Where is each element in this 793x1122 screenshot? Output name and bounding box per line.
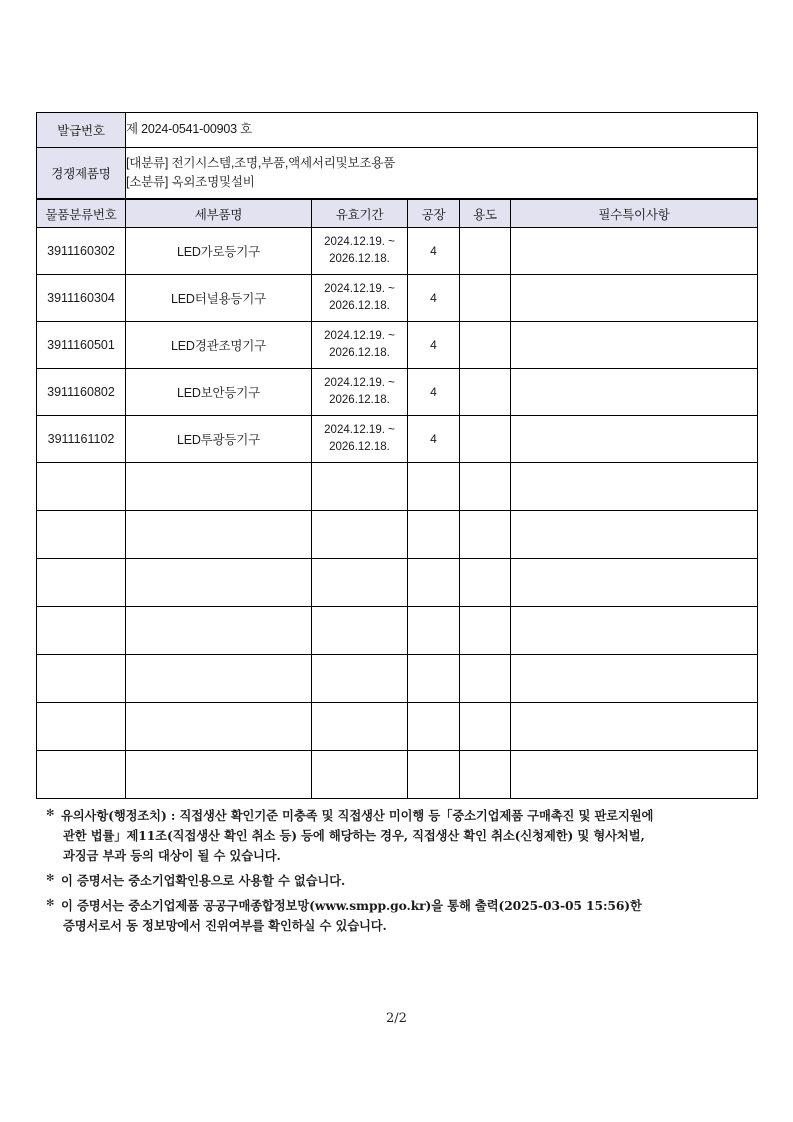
cell-empty [460,463,511,511]
certificate-table-container [36,112,757,799]
period-end: 2026.12.18. [329,394,390,406]
footnote-line: 증명서로서 동 정보망에서 진위여부를 확인하실 수 있습니다. [63,917,387,933]
cell-name: LED가로등기구 [126,228,312,275]
cell-empty [37,607,126,655]
bullet-icon: ✻ [46,872,55,884]
cell-empty [408,751,460,799]
cell-period [312,275,408,322]
cell-note [511,275,758,322]
table-row-empty [37,703,758,751]
cell-empty [37,511,126,559]
certificate-table [36,112,758,799]
cell-empty [312,463,408,511]
cell-factory: 4 [408,416,460,463]
cell-empty [408,607,460,655]
table-row-empty [37,463,758,511]
footnote-item [46,871,756,891]
cell-use [460,228,511,275]
column-header-name: 세부품명 [126,199,312,228]
cell-name: LED터널용등기구 [126,275,312,322]
cell-factory: 4 [408,369,460,416]
cell-empty [126,559,312,607]
cell-name: LED경관조명기구 [126,322,312,369]
footnote-line: 유의사항(행정조치) : 직접생산 확인기준 미충족 및 직접생산 미이행 등「중소기업제품 구매촉진 및 판로지원에 [61,808,654,823]
cell-code: 3911160304 [37,275,126,322]
cell-code: 3911160302 [37,228,126,275]
cell-empty [37,559,126,607]
period-start: 2024.12.19. ~ [324,283,395,296]
competitive-product-row [37,148,758,200]
column-header-code: 물품분류번호 [37,199,126,228]
bullet-icon: ✻ [46,897,55,909]
bullet-icon: ✻ [46,808,55,819]
competitive-product-label: 경쟁제품명 [37,148,126,200]
period-end: 2026.12.18. [329,441,390,453]
cell-empty [460,559,511,607]
footnote-line: 관한 법률」제11조(직접생산 확인 취소 등) 등에 해당하는 경우, 직접생산 확인 취소(신청제한) 및 형사처벌, [63,827,645,843]
cell-empty [460,511,511,559]
footnote-line: 이 증명서는 중소기업제품 공공구매종합정보망(www.smpp.go.kr)을 통해 출력(2025-03-05 15:56)한 [61,897,642,913]
page-number: 2/2 [386,1011,407,1026]
table-row [37,228,758,275]
cell-period [312,416,408,463]
cell-empty [460,703,511,751]
footnote-line: 과징금 부과 등의 대상이 될 수 있습니다. [63,847,281,863]
cell-empty [511,511,758,559]
cell-empty [37,463,126,511]
cell-empty [126,607,312,655]
period-start: 2024.12.19. ~ [324,330,395,343]
cell-empty [460,655,511,703]
issue-number-value [126,113,758,148]
period-end: 2026.12.18. [329,347,390,359]
cell-factory: 4 [408,275,460,322]
cell-empty [408,655,460,703]
column-header-factory: 공장 [408,199,460,228]
issue-number-text: 제 2024-0541-00903 호 [126,122,252,137]
cell-empty [408,703,460,751]
column-header-use: 용도 [460,199,511,228]
cell-use [460,322,511,369]
cell-use [460,275,511,322]
cell-factory: 4 [408,322,460,369]
table-row [37,275,758,322]
cell-use [460,416,511,463]
cell-empty [460,607,511,655]
cell-empty [511,607,758,655]
cell-empty [312,511,408,559]
issue-number-row [37,113,758,148]
cell-note [511,369,758,416]
cell-note [511,228,758,275]
table-row [37,369,758,416]
period-start: 2024.12.19. ~ [324,424,395,437]
cell-empty [408,511,460,559]
cell-empty [408,559,460,607]
table-row [37,322,758,369]
cell-code: 3911160501 [37,322,126,369]
cell-empty [37,751,126,799]
table-row-empty [37,511,758,559]
cell-empty [126,511,312,559]
product-major-category: [대분류] 전기시스템,조명,부품,액세서리및보조용품 [126,155,396,170]
cell-empty [511,703,758,751]
cell-code: 3911160802 [37,369,126,416]
cell-empty [312,607,408,655]
cell-period [312,369,408,416]
cell-name: LED투광등기구 [126,416,312,463]
competitive-product-value [126,148,758,200]
cell-empty [460,751,511,799]
footnote-item [46,806,756,866]
cell-note [511,322,758,369]
period-start: 2024.12.19. ~ [324,236,395,249]
cell-empty [37,655,126,703]
cell-empty [511,751,758,799]
cell-code: 3911161102 [37,416,126,463]
table-row-empty [37,559,758,607]
cell-empty [37,703,126,751]
cell-empty [126,703,312,751]
cell-empty [511,655,758,703]
table-row-empty [37,607,758,655]
table-row-empty [37,655,758,703]
table-row [37,416,758,463]
period-end: 2026.12.18. [329,253,390,265]
cell-name: LED보안등기구 [126,369,312,416]
cell-empty [312,655,408,703]
cell-empty [408,463,460,511]
table-row-empty [37,751,758,799]
cell-empty [126,751,312,799]
cell-empty [312,559,408,607]
footnotes-section [46,806,756,940]
cell-period [312,228,408,275]
period-start: 2024.12.19. ~ [324,377,395,390]
column-header-period: 유효기간 [312,199,408,228]
footnote-item [46,896,756,936]
issue-number-label: 발급번호 [37,113,126,148]
cell-note [511,416,758,463]
cell-empty [312,703,408,751]
cell-period [312,322,408,369]
column-header-note: 필수특이사항 [511,199,758,228]
table-header-row [37,199,758,228]
period-end: 2026.12.18. [329,300,390,312]
cell-empty [312,751,408,799]
cell-factory: 4 [408,228,460,275]
cell-use [460,369,511,416]
cell-empty [511,559,758,607]
cell-empty [126,463,312,511]
cell-empty [511,463,758,511]
product-minor-category: [소분류] 옥외조명및설비 [126,175,255,189]
cell-empty [126,655,312,703]
footnote-line: 이 증명서는 중소기업확인용으로 사용할 수 없습니다. [61,872,346,888]
